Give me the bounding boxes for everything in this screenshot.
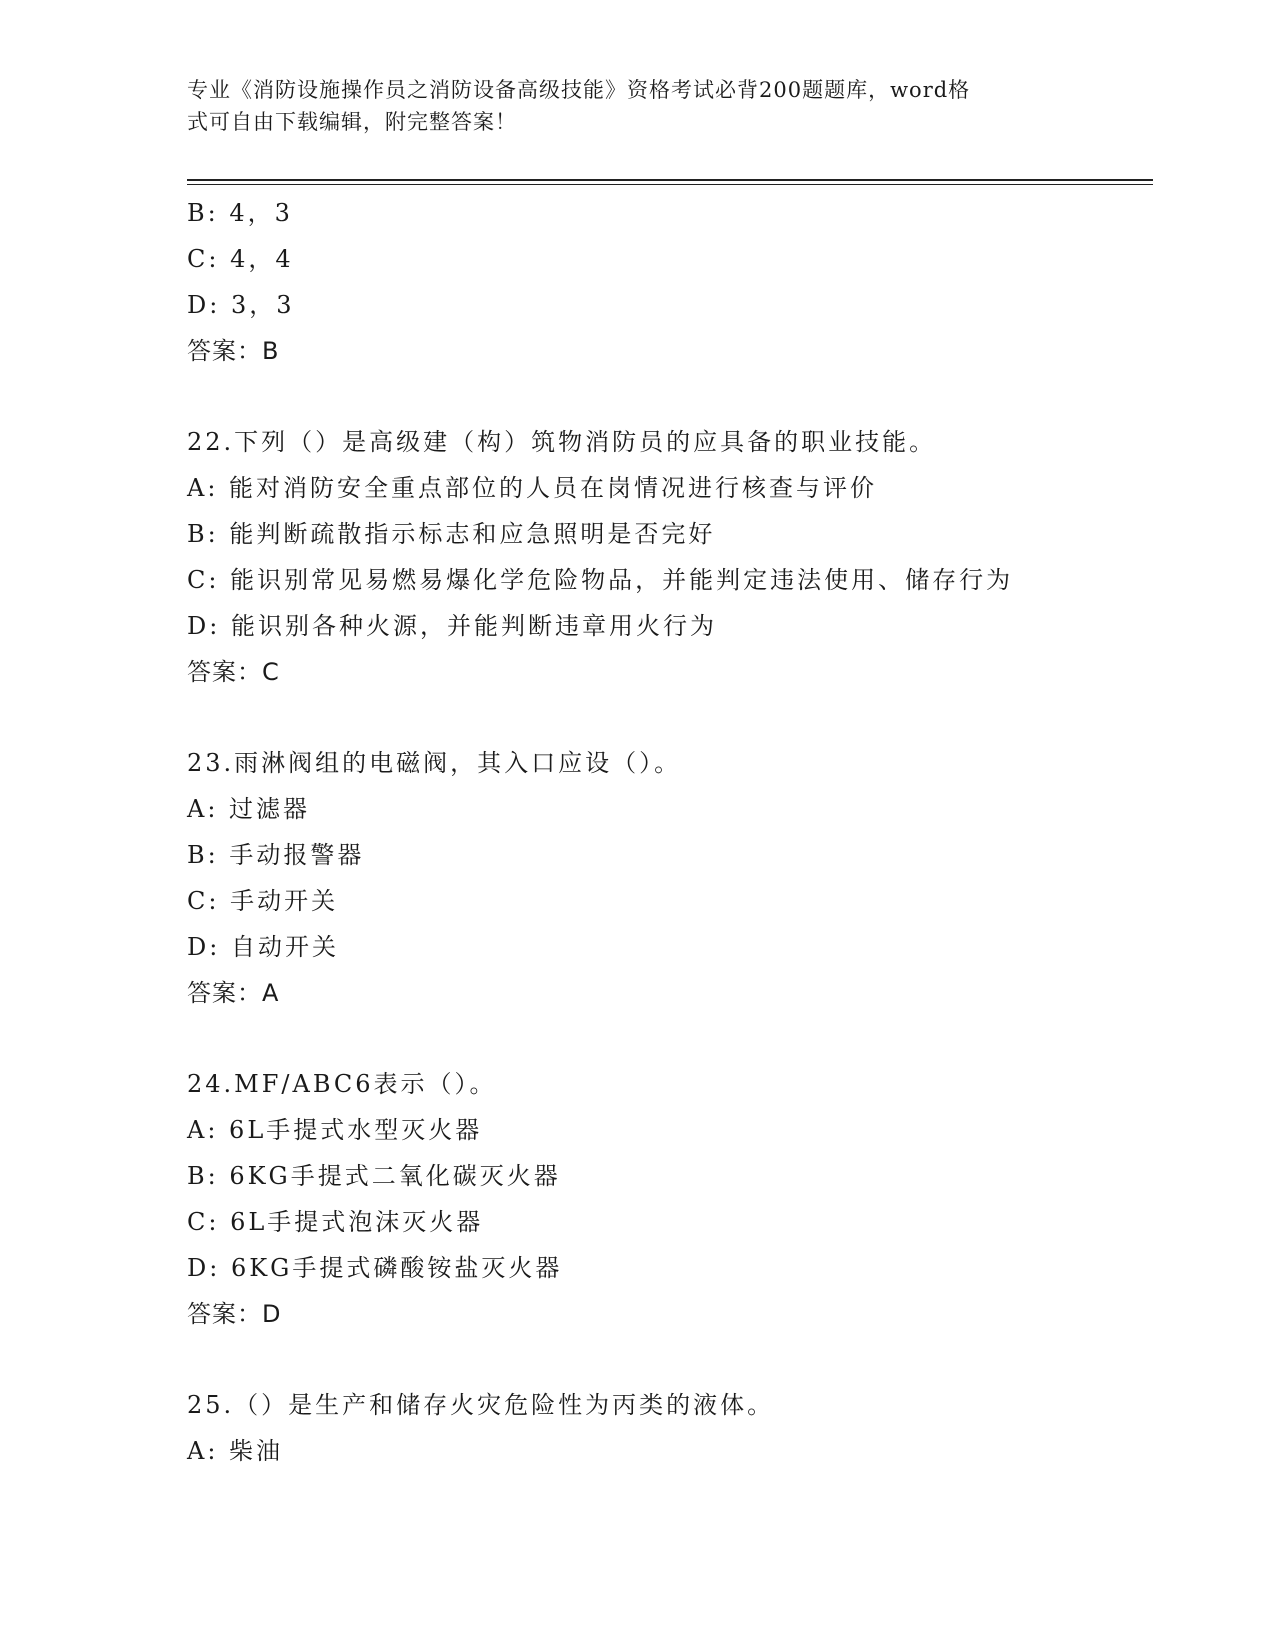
option-d: D: 3，3 — [187, 291, 295, 319]
answer-label: 答案：D — [187, 1300, 282, 1328]
question-stem: 23.雨淋阀组的电磁阀，其入口应设（）。 — [187, 749, 682, 777]
question-stem: 25.（）是生产和储存火灾危险性为丙类的液体。 — [187, 1391, 775, 1419]
spacer — [187, 695, 1147, 740]
option-d: D: 自动开关 — [187, 933, 339, 961]
question-25 — [187, 1382, 1147, 1474]
question-stem: 24.MF/ABC6表示（）。 — [187, 1070, 497, 1098]
header-line-2: 式可自由下载编辑，附完整答案！ — [187, 110, 517, 134]
spacer — [187, 374, 1147, 419]
option-c: C: 手动开关 — [187, 887, 339, 915]
option-c: C: 6L手提式泡沫灭火器 — [187, 1208, 484, 1236]
answer-label: 答案：C — [187, 658, 280, 686]
option-a: A: 过滤器 — [187, 795, 311, 823]
answer-label: 答案：B — [187, 337, 280, 365]
option-b: B: 能判断疏散指示标志和应急照明是否完好 — [187, 520, 716, 548]
option-d: D: 6KG手提式磷酸铵盐灭火器 — [187, 1254, 563, 1282]
option-a: A: 6L手提式水型灭火器 — [187, 1116, 483, 1144]
option-a: A: 能对消防安全重点部位的人员在岗情况进行核查与评价 — [187, 474, 878, 502]
option-c: C: 能识别常见易燃易爆化学危险物品，并能判定违法使用、储存行为 — [187, 566, 1014, 594]
option-a: A: 柴油 — [187, 1437, 284, 1465]
option-c: C: 4，4 — [187, 245, 294, 273]
spacer — [187, 1016, 1147, 1061]
option-b: B: 6KG手提式二氧化碳灭火器 — [187, 1162, 561, 1190]
question-24 — [187, 1061, 1147, 1337]
question-22 — [187, 419, 1147, 695]
question-23 — [187, 740, 1147, 1016]
question-list — [187, 190, 1147, 1474]
option-b: B: 手动报警器 — [187, 841, 365, 869]
answer-label: 答案：A — [187, 979, 280, 1007]
spacer — [187, 1337, 1147, 1382]
header-divider-thin — [187, 184, 1153, 185]
header-divider-thick — [187, 179, 1153, 181]
option-b: B: 4，3 — [187, 199, 293, 227]
header-line-1: 专业《消防设施操作员之消防设备高级技能》资格考试必背200题题库，word格 — [187, 78, 971, 102]
question-21-fragment — [187, 190, 1147, 374]
document-header — [187, 74, 1067, 138]
option-d: D: 能识别各种火源，并能判断违章用火行为 — [187, 612, 717, 640]
question-stem: 22.下列（）是高级建（构）筑物消防员的应具备的职业技能。 — [187, 428, 937, 456]
